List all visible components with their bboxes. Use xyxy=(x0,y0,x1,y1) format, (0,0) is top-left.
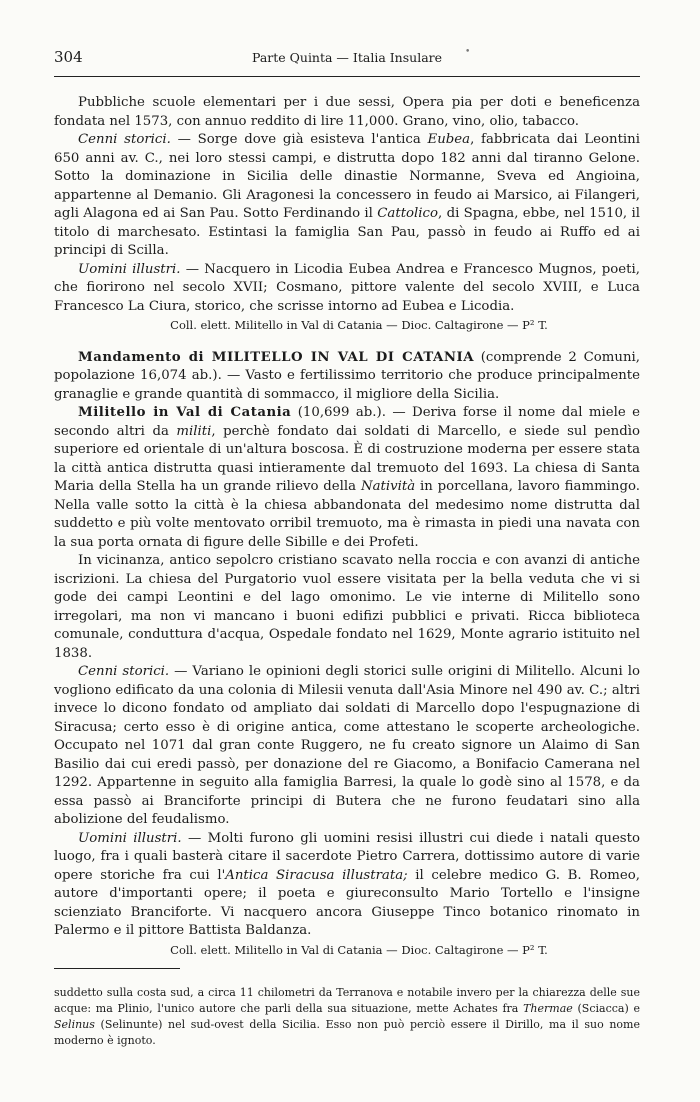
paragraph-uomini-illustri-militello: Uomini illustri. — Molti furono gli uomini resisi illustri cui diede i natali questo luogo, fra i quali basterà citare il sacerdote Pietro Carrera, dottissimo autore di varie opere storiche fra cui l'Antica Siracusa illustrata; il celebre medico G. B. Romeo, autore d'importanti opere; il poeta e giureconsulto Mario Tortello e l'insigne scienziato Branciforte. Vi nacquero ancora Giuseppe Tinco botanico rinomato in Palermo e il pittore Battista Baldanza. xyxy=(54,830,640,938)
paragraph-cenni-storici-licodia: Cenni storici. — Sorge dove già esisteva l'antica Eubea, fabbricata dai Leontini 650 anni av. C., nei loro stessi campi, e distrutta dopo 182 anni dal tiranno Gelone. Sotto la dominazione in Sicilia delle dinastie Normanne, Sveva ed Angioina, appartenne al Demanio. Gli Aragonesi la concessero in feudo ai Marsico, ai Filangeri, agli Alagona ed ai San Pau. Sotto Ferdinando il Cattolico, di Spagna, ebbe, nel 1510, il titolo di marchesato. Estintasi la famiglia San Pau, passò in feudo ai Ruffo ed ai principi di Scilla. xyxy=(54,132,640,258)
uomini-illustri-label: Uomini illustri. xyxy=(78,830,182,846)
paragraph-scuole: Pubbliche scuole elementari per i due sessi, Opera pia per doti e beneficenza fondata nel 1573, con annuo reddito di lire 11,000. Grano, vino, olio, tabacco. xyxy=(54,95,640,129)
footnote-rule xyxy=(54,968,180,969)
page-number: 304 xyxy=(54,48,83,66)
section-gap xyxy=(54,335,640,349)
collegio-line: Coll. elett. Militello in Val di Catania — Dioc. Caltagirone — P² T. xyxy=(170,318,548,332)
paragraph-cenni-storici-militello: Cenni storici. — Variano le opinioni degli storici sulle origini di Militello. Alcuni lo vogliono edificato da una colonia di Milesii venuta dall'Asia Minore nel 490 av. C.; altri invece lo dicono fondato od ampliato dai soldati di Marcello dopo l'espugnazione di Siracusa; certo esso è di origine antica, come attestano le scoperte archeologiche. Occupato nel 1071 dal gran conte Ruggero, ne fu creato signore un Alaimo di San Basilio dai cui eredi passò, per donazione del re Giacomo, a Bonifacio Camerana nel 1292. Appartenne in seguito alla famiglia Barresi, la quale lo godè sino al 1578, e da essa passò ai Branciforte principi di Butera che ne furono feudatari sino alla abolizione del feudalismo. xyxy=(54,664,641,827)
paragraph-vicinanza: In vicinanza, antico sepolcro cristiano scavato nella roccia e con avanzi di antiche iscrizioni. La chiesa del Purgatorio vuol essere visitata per la bella veduta che vi si gode dei campi Leontini e del lago omonimo. Le vie interne di Militello sono irregolari, ma non vi mancano i buoni edifizi pubblici e privati. Ricca biblioteca comunale, conduttura d'acqua, Ospedale fondato nel 1629, Monte agrario istituito nel 1838. xyxy=(54,553,640,661)
footnote: suddetto sulla costa sud, a circa 11 chilometri da Terranova e notabile invero per la chiarezza delle sue acque: ma Plinio, l'unico autore che parli della sua situazione, mette Achates fra Thermae (Sciacca) e Selinus (Selinunte) nel sud-ovest della Sicilia. Esso non può perciò essere il Dirillo, ma il suo nome moderno è ignoto. xyxy=(54,986,640,1047)
uomini-illustri-label: Uomini illustri. xyxy=(78,261,181,277)
cenni-storici-label: Cenni storici. xyxy=(78,132,171,147)
paragraph-uomini-illustri-licodia: Uomini illustri. — Nacquero in Licodia Eubea Andrea e Francesco Mugnos, poeti, che fiorirono nel secolo XVII; Cosmano, pittore valente del secolo XVIII, e Luca Francesco La Ciura, storico, che scrisse intorno ad Eubea e Licodia. xyxy=(54,261,640,314)
main-text xyxy=(54,94,640,959)
cenni-storici-label: Cenni storici. xyxy=(78,664,170,679)
header-mark: • xyxy=(465,47,471,57)
page-header xyxy=(54,48,640,68)
running-title: Parte Quinta — Italia Insulare xyxy=(251,50,443,65)
paragraph-mandamento: Mandamento di MILITELLO IN VAL DI CATANIA (comprende 2 Comuni, popolazione 16,074 ab.). — Vasto e fertilissimo territorio che produce principalmente granaglie e grande quantità di sommacco, il migliore della Sicilia. xyxy=(54,349,640,402)
collegio-line: Coll. elett. Militello in Val di Catania — Dioc. Caltagirone — P² T. xyxy=(170,942,548,957)
header-rule xyxy=(54,76,640,77)
paragraph-militello: Militello in Val di Catania (10,699 ab.). — Deriva forse il nome dal miele e secondo altri da militi, perchè fondato dai soldati di Marcello, e siede sul pendìo superiore ed orientale di un'altura boscosa. È di costruzione moderna per essere stata la città antica distrutta quasi intieramente dal tremuoto del 1693. La chiesa di Santa Maria della Stella ha un grande rilievo della Natività in porcellana, lavoro fiammingo. Nella valle sotto la città è la chiesa abbandonata del medesimo nome distrutta dal suddetto e più volte mentovato orribil tremuoto, ma è rimasta in piedi una navata con la sua porta ornata di figure delle Sibille e dei Profeti. xyxy=(54,405,640,550)
mandamento-heading: Mandamento di MILITELLO IN VAL DI CATANIA xyxy=(78,349,475,365)
militello-heading: Militello in Val di Catania xyxy=(78,405,292,420)
